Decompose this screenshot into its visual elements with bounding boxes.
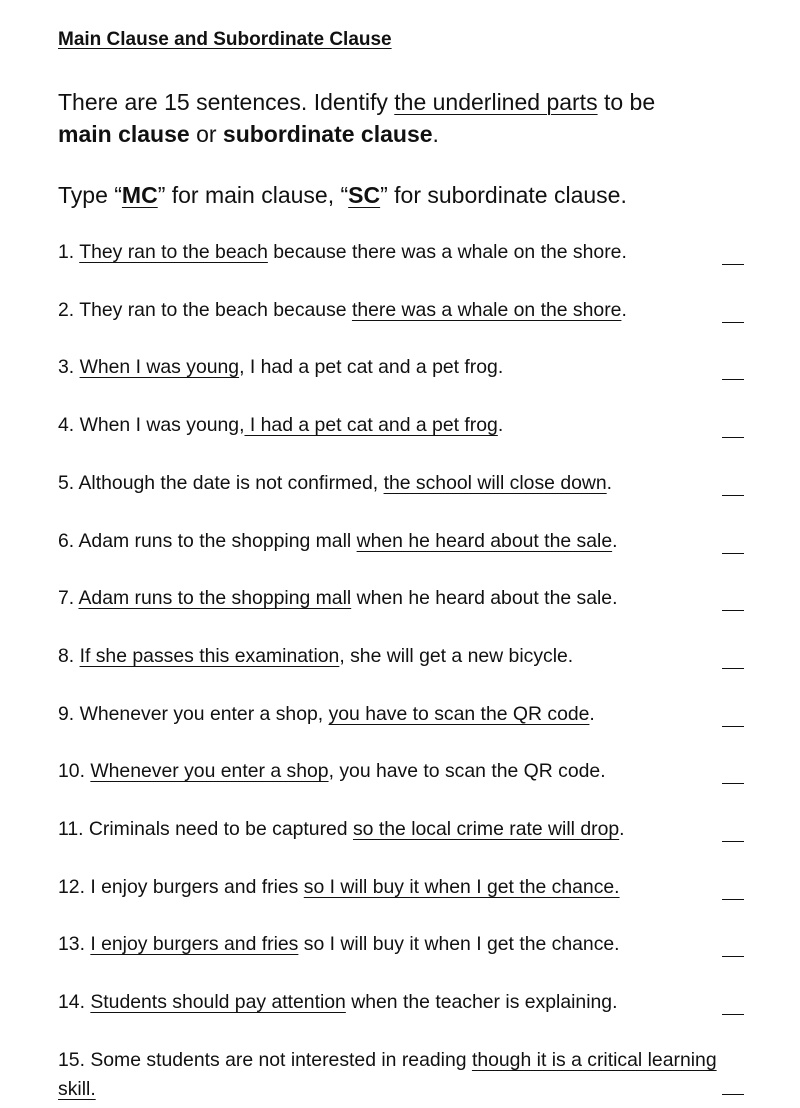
question-text-after: . [589,703,595,725]
intro-underlined-text: the underlined parts [394,89,598,115]
sc-code: SC [348,182,381,208]
question-underlined-clause: you have to scan the QR code [328,703,590,725]
question-underlined-clause: If she passes this examination [79,645,340,667]
answer-blank[interactable] [722,553,744,554]
question-item [58,584,718,613]
question-text-after: . [612,530,618,552]
intro-period: . [432,121,439,147]
answer-blank[interactable] [722,610,744,611]
question-number: 8. [58,645,80,667]
question-number: 15. [58,1049,91,1071]
answer-blank[interactable] [722,437,744,438]
instruction-text-a: Type “ [58,182,122,208]
question-number: 10. [58,760,91,782]
subordinate-clause-term: subordinate clause [222,121,433,147]
question-underlined-clause: When I was young [79,356,240,378]
question-underlined-clause: the school will close down [383,472,607,494]
answer-blank[interactable] [722,726,744,727]
question-text-after: so I will buy it when I get the chance. [298,933,620,955]
question-item [58,296,718,325]
question-number: 7. [58,587,79,609]
question-item [58,988,718,1017]
question-text-after: . [606,472,613,494]
instruction-text-c: ” for subordinate clause. [380,182,627,208]
question-text-before: Whenever you enter a shop, [79,703,329,725]
question-text-before: Although the date is not confirmed, [78,472,384,494]
question-number: 4. [58,414,80,436]
question-text-before: Adam runs to the shopping mall [78,530,357,552]
question-text-after: , you have to scan the QR code. [328,760,606,782]
question-item [58,1046,718,1104]
question-underlined-clause: Students should pay attention [90,991,346,1013]
question-underlined-clause: Whenever you enter a shop [90,760,329,782]
worksheet-title: Main Clause and Subordinate Clause [58,29,392,50]
question-number: 1. [58,241,80,263]
answer-blank[interactable] [722,1094,744,1095]
question-number: 12. [58,876,91,898]
mc-code: MC [121,182,158,208]
answer-blank[interactable] [722,841,744,842]
question-item [58,873,718,902]
intro-text: There are 15 sentences. Identify [58,89,395,115]
question-underlined-clause: I enjoy burgers and fries [90,933,299,955]
answer-blank[interactable] [722,264,744,265]
question-underlined-clause: They ran to the beach [79,241,268,263]
question-text-after: . [619,818,625,840]
question-text-before: They ran to the beach because [79,299,352,321]
question-text-after: . [621,299,627,321]
answer-blank[interactable] [722,379,744,380]
question-number: 6. [58,530,79,552]
question-item [58,469,718,498]
question-number: 9. [58,703,80,725]
question-number: 14. [58,991,91,1013]
question-underlined-clause: when he heard about the sale [356,530,613,552]
question-text-before: Some students are not interested in reading [90,1049,472,1071]
intro-or: or [189,121,223,147]
question-item [58,238,718,267]
answer-blank[interactable] [722,956,744,957]
question-item [58,642,718,671]
question-underlined-clause: Adam runs to the shopping mall [78,587,352,609]
question-text-after: , I had a pet cat and a pet frog. [239,356,504,378]
answer-blank[interactable] [722,899,744,900]
question-number: 13. [58,933,91,955]
question-text-after: , she will get a new bicycle. [339,645,574,667]
question-number: 3. [58,356,80,378]
intro-text-end: to be [597,89,656,115]
instruction-line [58,179,627,211]
question-text-after: . [497,414,504,436]
question-underlined-clause: so the local crime rate will drop [352,818,620,840]
question-text-before: I enjoy burgers and fries [90,876,304,898]
answer-blank[interactable] [722,668,744,669]
question-underlined-clause: so I will buy it when I get the chance. [303,876,620,898]
question-item [58,930,718,959]
question-text-after: when the teacher is explaining. [345,991,618,1013]
instruction-text-b: ” for main clause, “ [157,182,349,208]
main-clause-term: main clause [58,121,190,147]
question-text-before: Criminals need to be captured [88,818,353,840]
answer-blank[interactable] [722,1014,744,1015]
question-underlined-clause: there was a whale on the shore [351,299,622,321]
answer-blank[interactable] [722,495,744,496]
question-item [58,411,718,440]
question-number: 11. [58,818,89,840]
question-item [58,353,718,382]
question-number: 5. [58,472,79,494]
intro-paragraph [58,86,738,150]
question-underlined-clause: though it is a critical learning skill. [58,1049,717,1100]
question-text-after: when he heard about the sale. [351,587,618,609]
question-text-before: When I was young, [79,414,245,436]
question-number: 2. [58,299,80,321]
question-text-after: because there was a whale on the shore. [267,241,627,263]
question-underlined-clause: I had a pet cat and a pet frog [244,414,498,436]
answer-blank[interactable] [722,322,744,323]
question-item [58,757,718,786]
question-item [58,527,718,556]
answer-blank[interactable] [722,783,744,784]
question-item [58,700,718,729]
question-item [58,815,718,844]
